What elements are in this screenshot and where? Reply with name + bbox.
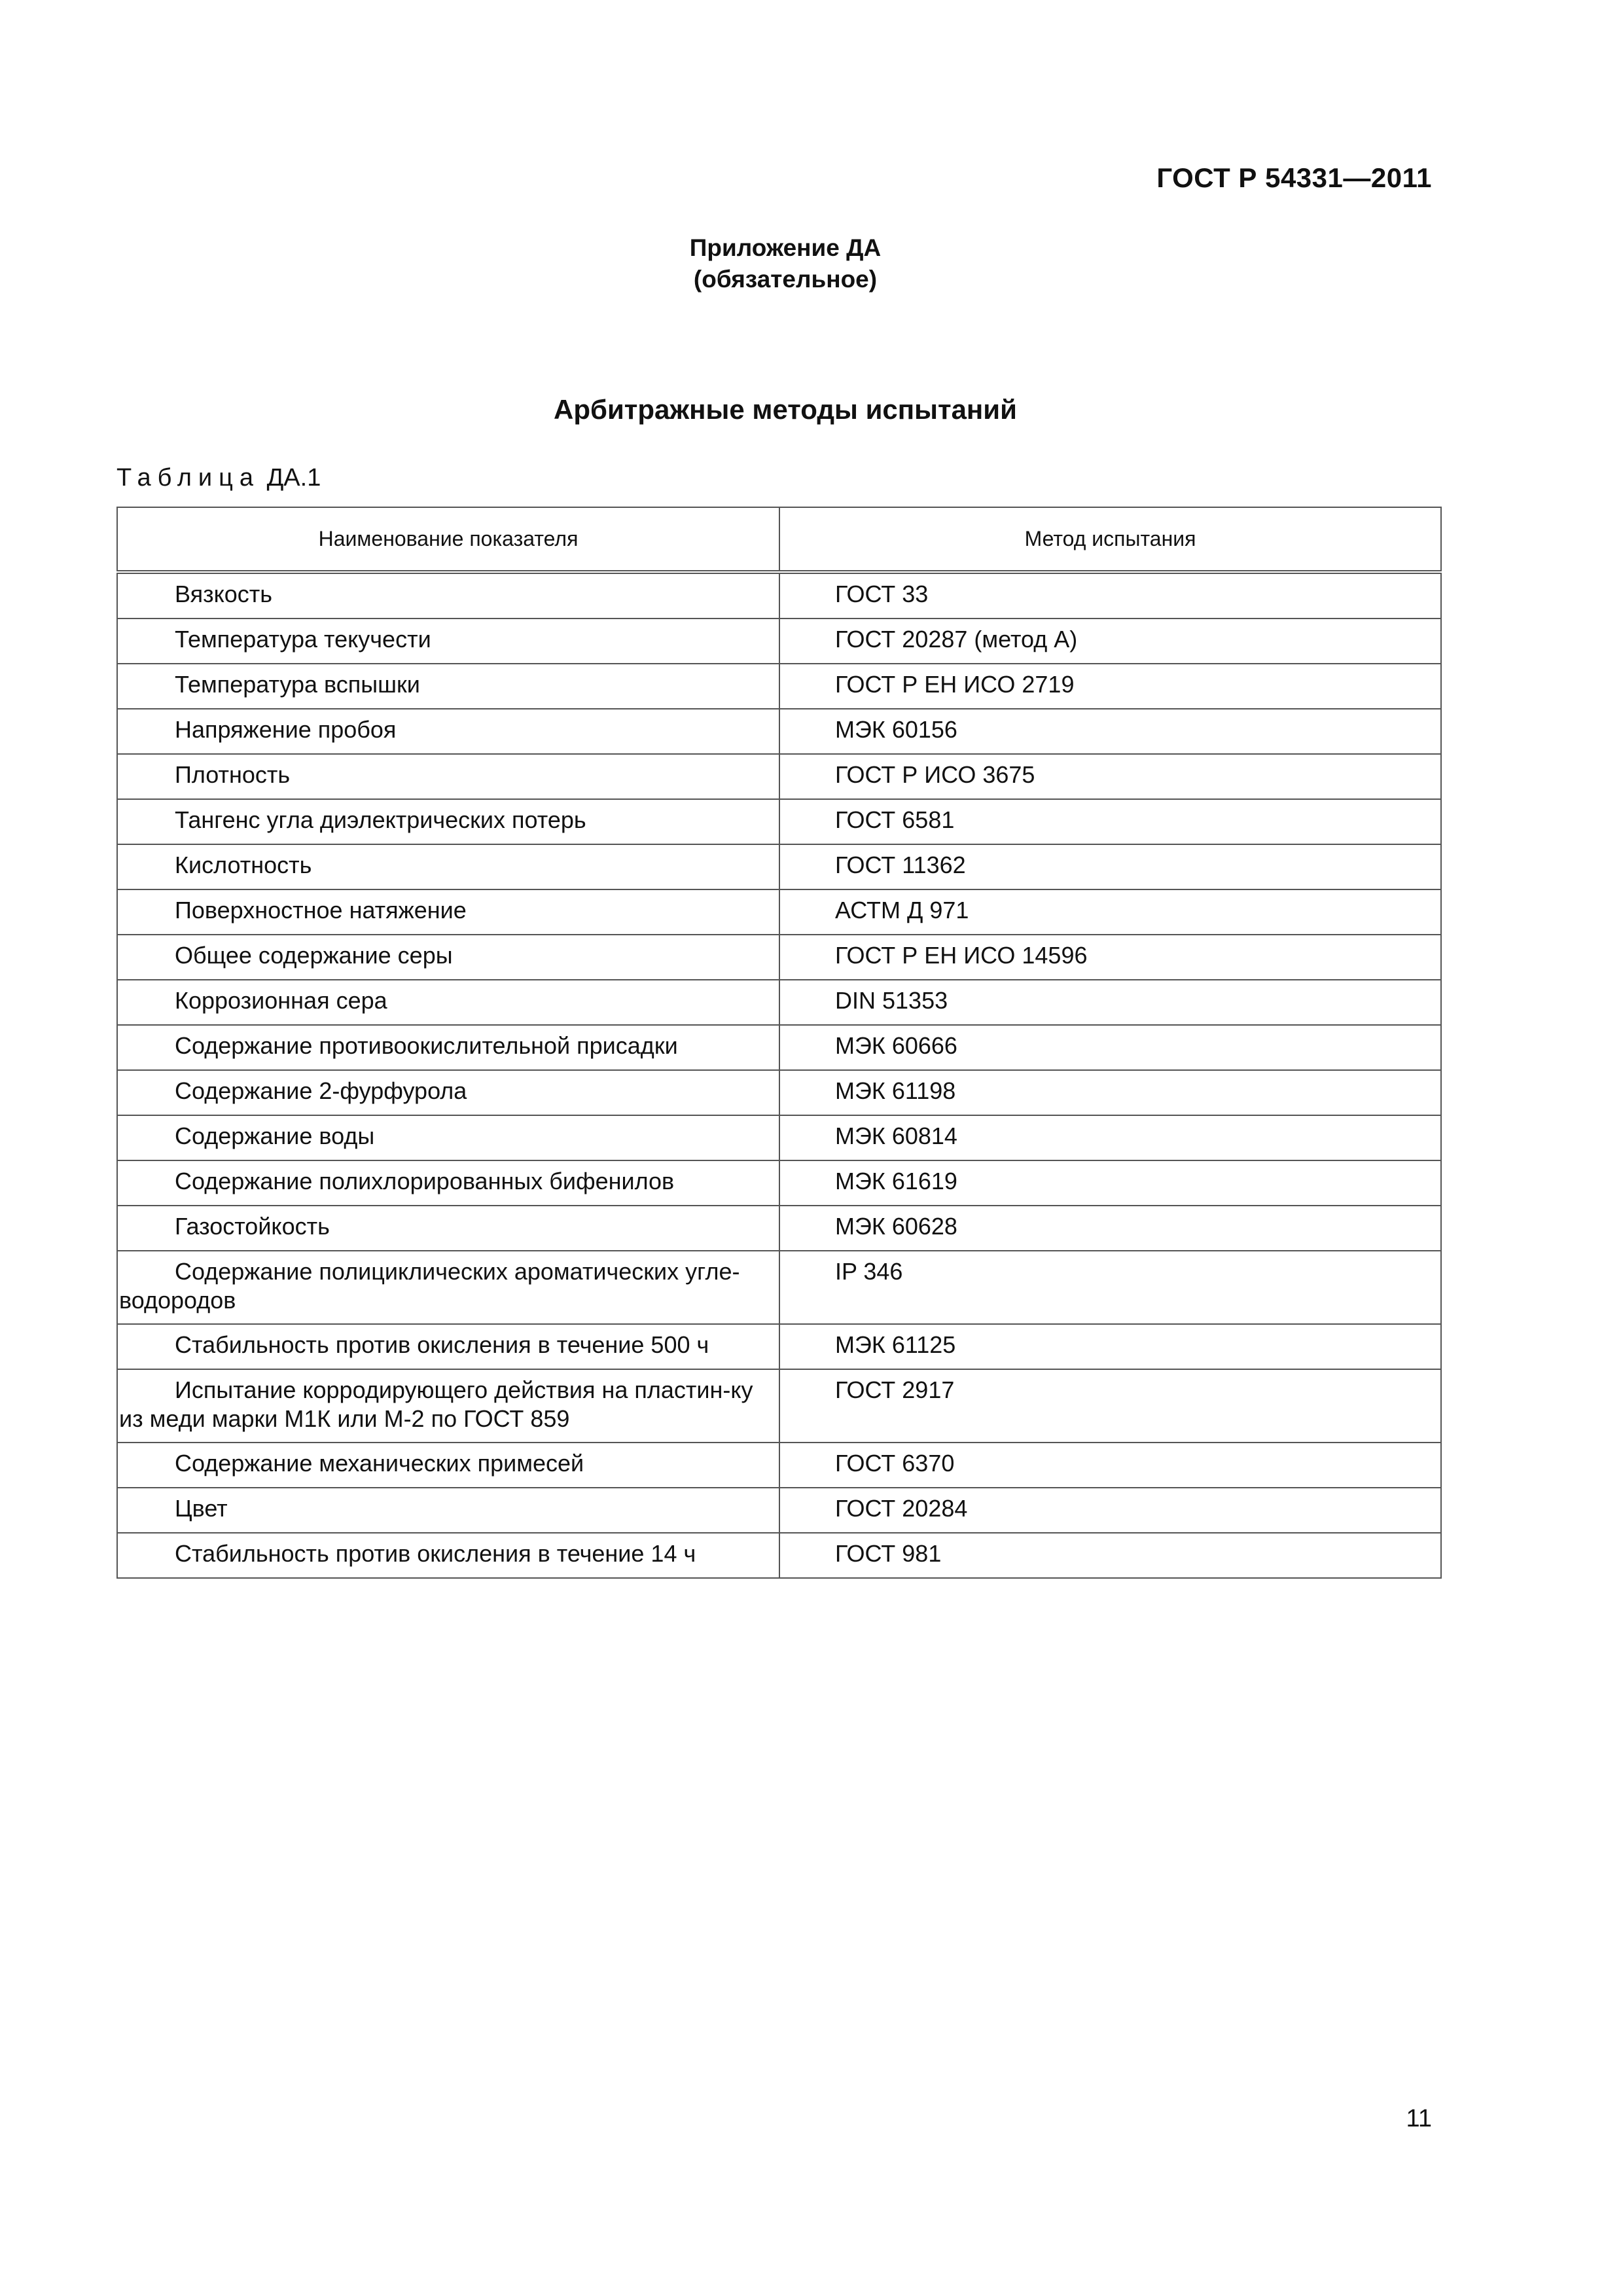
table-caption xyxy=(116,461,321,495)
indicator-name-cell: Испытание корродирующего действия на пластин-ку из меди марки М1К или М-2 по ГОСТ 859 xyxy=(117,1369,779,1443)
test-method-cell: ГОСТ 981 xyxy=(779,1533,1441,1578)
document-code: ГОСТ Р 54331—2011 xyxy=(1156,162,1432,193)
annex-status: (обязательное) xyxy=(693,266,878,293)
test-method-cell: ГОСТ 20287 (метод А) xyxy=(779,619,1441,664)
indicator-name-cell: Стабильность против окисления в течение 500 ч xyxy=(117,1324,779,1369)
test-method-cell: IP 346 xyxy=(779,1251,1441,1324)
indicator-name-cell: Коррозионная сера xyxy=(117,980,779,1025)
table-row xyxy=(117,754,1441,799)
table-row xyxy=(117,664,1441,709)
indicator-name-cell: Содержание полициклических ароматических угле-водородов xyxy=(117,1251,779,1324)
indicator-name-cell: Кислотность xyxy=(117,844,779,889)
section-title: Арбитражные методы испытаний xyxy=(554,394,1017,425)
table-row xyxy=(117,1025,1441,1070)
indicator-name-cell: Плотность xyxy=(117,754,779,799)
table-row xyxy=(117,709,1441,754)
test-method-cell: ГОСТ 20284 xyxy=(779,1488,1441,1533)
table-row xyxy=(117,1115,1441,1160)
table-row xyxy=(117,1251,1441,1324)
page-number: 11 xyxy=(1406,2105,1432,2132)
table-row xyxy=(117,1206,1441,1251)
test-method-cell: МЭК 61619 xyxy=(779,1160,1441,1206)
test-method-cell: ГОСТ 2917 xyxy=(779,1369,1441,1443)
test-method-cell: ГОСТ 11362 xyxy=(779,844,1441,889)
table-row xyxy=(117,844,1441,889)
indicator-name-cell: Стабильность против окисления в течение 14 ч xyxy=(117,1533,779,1578)
indicator-name-cell: Содержание 2-фурфурола xyxy=(117,1070,779,1115)
test-method-cell: МЭК 61198 xyxy=(779,1070,1441,1115)
indicator-name-cell: Тангенс угла диэлектрических потерь xyxy=(117,799,779,844)
table-body xyxy=(117,572,1441,1578)
indicator-name-cell: Содержание противоокислительной присадки xyxy=(117,1025,779,1070)
indicator-name-cell: Содержание полихлорированных бифенилов xyxy=(117,1160,779,1206)
indicator-name-cell: Напряжение пробоя xyxy=(117,709,779,754)
test-method-cell: МЭК 60628 xyxy=(779,1206,1441,1251)
test-method-cell: ГОСТ Р ЕН ИСО 14596 xyxy=(779,935,1441,980)
table-caption-prefix: Таблица xyxy=(116,464,260,492)
table-row xyxy=(117,980,1441,1025)
indicator-name-cell: Содержание воды xyxy=(117,1115,779,1160)
table-row xyxy=(117,935,1441,980)
table-row xyxy=(117,1369,1441,1443)
table-row xyxy=(117,1324,1441,1369)
indicator-name-cell: Температура текучести xyxy=(117,619,779,664)
table-row xyxy=(117,619,1441,664)
indicator-name-cell: Газостойкость xyxy=(117,1206,779,1251)
test-method-cell: ГОСТ 6370 xyxy=(779,1443,1441,1488)
test-method-cell: ГОСТ 6581 xyxy=(779,799,1441,844)
test-method-cell: МЭК 60156 xyxy=(779,709,1441,754)
indicator-name-cell: Цвет xyxy=(117,1488,779,1533)
table-header-row xyxy=(117,507,1441,572)
test-method-cell: АСТМ Д 971 xyxy=(779,889,1441,935)
indicator-name-cell: Содержание механических примесей xyxy=(117,1443,779,1488)
indicator-name-cell: Вязкость xyxy=(117,572,779,619)
column-header-method: Метод испытания xyxy=(779,507,1441,572)
column-header-indicator: Наименование показателя xyxy=(117,507,779,572)
indicator-name-cell: Температура вспышки xyxy=(117,664,779,709)
table-row xyxy=(117,1443,1441,1488)
indicator-name-cell: Общее содержание серы xyxy=(117,935,779,980)
table-row xyxy=(117,1070,1441,1115)
test-method-cell: DIN 51353 xyxy=(779,980,1441,1025)
table-row xyxy=(117,889,1441,935)
test-method-cell: МЭК 61125 xyxy=(779,1324,1441,1369)
test-method-cell: МЭК 60666 xyxy=(779,1025,1441,1070)
test-method-cell: ГОСТ 33 xyxy=(779,572,1441,619)
table-row xyxy=(117,1533,1441,1578)
indicator-name-cell: Поверхностное натяжение xyxy=(117,889,779,935)
test-method-cell: ГОСТ Р ЕН ИСО 2719 xyxy=(779,664,1441,709)
table-row xyxy=(117,1488,1441,1533)
test-methods-table xyxy=(116,507,1442,1579)
table-row xyxy=(117,1160,1441,1206)
test-method-cell: МЭК 60814 xyxy=(779,1115,1441,1160)
table-caption-number: ДА.1 xyxy=(266,464,321,492)
test-method-cell: ГОСТ Р ИСО 3675 xyxy=(779,754,1441,799)
table-row xyxy=(117,799,1441,844)
annex-title: Приложение ДА xyxy=(689,234,882,261)
table-row xyxy=(117,572,1441,619)
